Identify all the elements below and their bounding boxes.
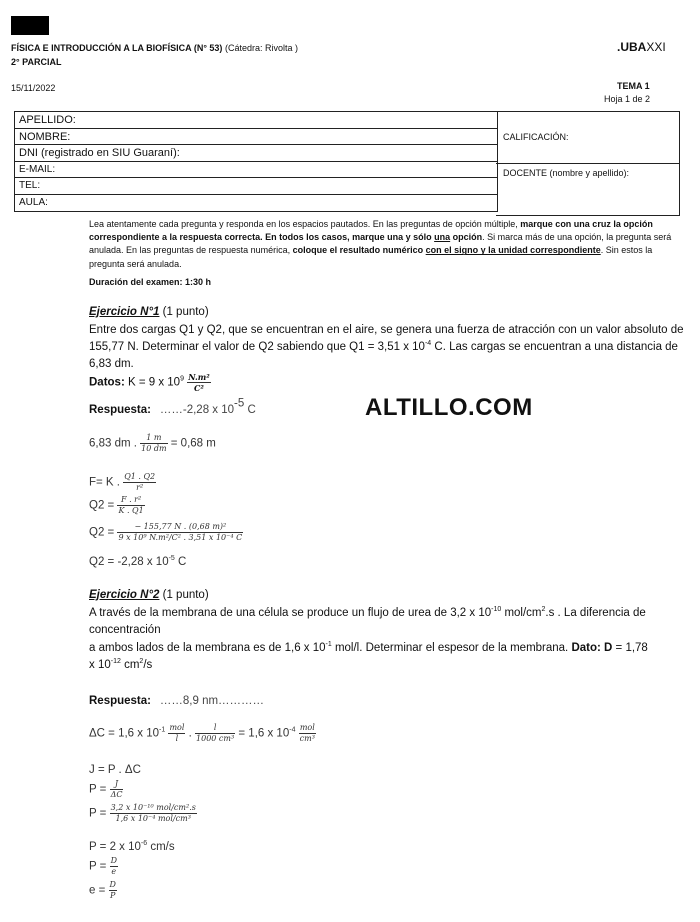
exercise-2-p-substitution: P = $\frac{\text{3,2 x 10⁻¹⁰ mol/cm².s}}{\text{1,6 x 10⁻⁴ mol/cm³}}$ [89,803,196,823]
page-indicator: Hoja 1 de 2 [604,94,651,104]
exercise-1-answer: Respuesta: ……-2,28 x $10^{-5}$ C [89,397,256,416]
brand-logo: .UBAXXI [617,40,666,54]
exercise-1-q2-substitution: Q2 = $\frac{\text{− 155,77 N . (0,68 m)²}}{\text{9 x 10⁹ N.m²/C² . 3,51 x 10⁻⁴ C}}$ [89,522,243,542]
aula-field[interactable]: AULA: [19,196,48,208]
nombre-field[interactable]: NOMBRE: [15,129,497,146]
grading-table [496,111,680,216]
exercise-2-delta-c: ΔC = 1,6 x $10^{-1}$ $\frac{\text{mol}}{l}$ . $\frac{l}{\text{1000 cm³}}$ = 1,6 x $10^{-4}$ $\frac{\text{mol}}{\text{cm³}}$ [89,723,315,743]
exercise-1-conversion: 6,83 dm . $\frac{1 m}{10 dm}$ = 0,68 m [89,433,216,453]
exercise-2-answer: Respuesta: ……8,9 nm………… [89,695,265,707]
exercise-1-datos: Datos: K = 9 x $10^9$ $\frac{\text{N.m²}}{\text{C²}}$ [89,372,210,393]
exercise-2-thickness-formula: e = $\frac{D}{P}$ [89,880,116,900]
tema-label: TEMA 1 [617,81,650,91]
exercise-1-result: Q2 = -2,28 x $10^{-5}$ C [89,555,187,568]
exercise-2-p-formula: P = $\frac{J}{\Delta C}$ [89,779,123,799]
exercise-2-title: Ejercicio N°2 (1 punto) [89,589,209,601]
exercise-1-statement: Entre dos cargas Q1 y Q2, que se encuentran en el aire, se genera una fuerza de atracción con un valor absoluto de 155,77 N. Determinar el valor de Q2 sabiendo que Q1 = 3,51 x $10^{-4}$ C. Las cargas se encuentran a una distancia de 6,83 dm. [89,324,684,370]
student-info-table [14,111,498,212]
exam-date: 15/11/2022 [11,83,56,93]
exercise-2-p-diffusion: P = $\frac{D}{e}$ [89,856,117,876]
exercise-2-p-result: P = 2 x $10^{-6}$ cm/s [89,840,175,853]
apellido-field[interactable]: APELLIDO: [15,112,497,129]
exercise-1-q2-formula: Q2 = $\frac{\text{F . r²}}{K . Q1}$ [89,495,144,515]
exercise-1-formula: F= K . $\frac{Q1 . Q2}{\text{r²}}$ [89,472,156,492]
redaction-block [11,16,49,35]
tel-field[interactable]: TEL: [15,178,497,195]
exercise-2-statement: A través de la membrana de una célula se produce un flujo de urea de 3,2 x $10^{-10}$ mol/$cm^2.s$ . La diferencia de concentración a ambos lados de la membrana es de 1,6 x $10^{-1}$ mol/l. Determinar el espesor de la membrana. Dato: D = 1,78 x $10^{-12}$ $cm^2/s$ [89,606,648,671]
calificacion-field[interactable]: CALIFICACIÓN: [496,112,679,164]
email-field[interactable]: E-MAIL: [15,162,497,179]
exam-duration: Duración del examen: 1:30 h [89,277,212,287]
exam-subtitle: 2° PARCIAL [11,57,62,67]
dni-field[interactable]: DNI (registrado en SIU Guaraní): [15,145,497,162]
watermark: ALTILLO.COM [365,394,533,421]
docente-field[interactable]: DOCENTE (nombre y apellido): [503,168,630,178]
instructions: Lea atentamente cada pregunta y responda en los espacios pautados. En las preguntas de opción múltiple, marque con una cruz la opción correspondiente a la respuesta correcta. En todos los casos, marque una y sólo una opción. Si marca más de una opción, la pregunta será anulada. En las preguntas de respuesta numérica, coloque el resultado numérico con el signo y la unidad correspondiente. Sin estos la pregunta será anulada. [89,219,672,269]
course-title: FÍSICA E INTRODUCCIÓN A LA BIOFÍSICA (N° 53) (Cátedra: Rivolta ) [11,43,298,53]
exercise-1-title: Ejercicio N°1 (1 punto) [89,306,209,318]
exercise-2-flux-formula: J = P . ΔC [89,764,141,776]
